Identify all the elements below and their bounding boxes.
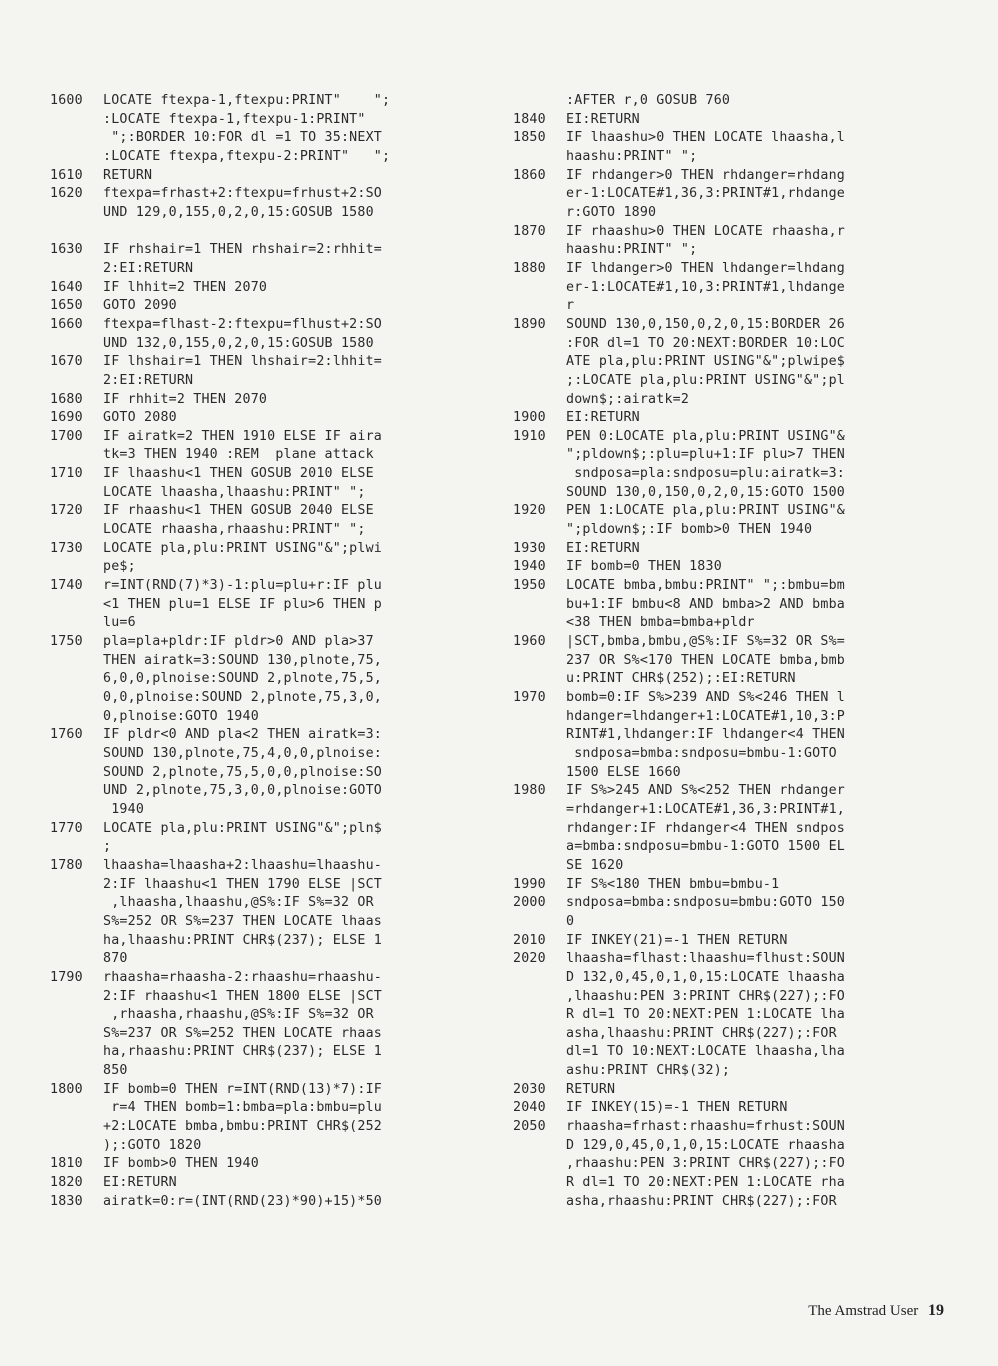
code-text: 2:EI:RETURN [103,372,194,388]
code-line [513,894,973,913]
line-number: 1850 [513,130,546,146]
code-text: rhaasha=rhaasha-2:rhaashu=rhaashu- [103,969,382,985]
line-number: 1670 [50,354,83,370]
code-text: haashu:PRINT" "; [566,242,698,258]
code-text: R dl=1 TO 20:NEXT:PEN 1:LOCATE lha [566,1007,845,1023]
code-line [50,801,495,820]
line-number: 2000 [513,895,546,911]
code-line [50,726,495,745]
line-number: 1990 [513,876,546,892]
code-text: LOCATE ftexpa-1,ftexpu:PRINT" "; [103,93,391,108]
code-text: 850 [103,1063,128,1079]
code-text: +2:LOCATE bmba,bmbu:PRINT CHR$(252 [103,1119,382,1135]
code-text: IF rhdanger>0 THEN rhdanger=rhdang [566,167,845,183]
code-text: UND 132,0,155,0,2,0,15:GOSUB 1580 [103,335,374,351]
line-number: 1900 [513,410,546,426]
line-number: 1650 [50,298,83,314]
code-line [513,521,973,540]
code-text: IF INKEY(15)=-1 THEN RETURN [566,1100,788,1116]
code-line [50,652,495,671]
code-text: r=4 THEN bomb=1:bmba=pla:bmbu=plu [103,1100,382,1116]
code-text: ,rhaasha,rhaashu,@S%:IF S%=32 OR [103,1007,374,1023]
code-text: UND 2,plnote,75,3,0,0,plnoise:GOTO [103,783,382,799]
code-line [50,297,495,316]
code-line [50,670,495,689]
code-line [50,596,495,615]
code-line [50,1155,495,1174]
code-line [50,932,495,951]
code-text: EI:RETURN [566,540,640,556]
line-number: 1870 [513,223,546,239]
code-line [513,1137,973,1156]
code-line [50,1043,495,1062]
code-text: :FOR dl=1 TO 20:NEXT:BORDER 10:LOC [566,335,845,351]
code-line [513,1118,973,1137]
line-number: 2020 [513,951,546,967]
line-number: 1740 [50,578,83,594]
code-text: rhaasha=frhast:rhaashu=frhust:SOUN [566,1119,845,1135]
code-text: IF INKEY(21)=-1 THEN RETURN [566,932,788,948]
code-line [50,409,495,428]
publication-name: The Amstrad User [808,1303,919,1319]
line-number: 2010 [513,932,546,948]
code-text: RETURN [566,1081,616,1097]
code-line [50,335,495,354]
code-text: pe$; [103,559,136,575]
code-text: 237 OR S%<170 THEN LOCATE bmba,bmb [566,652,845,668]
code-text: <38 THEN bmba=bmba+pldr [566,615,755,631]
code-text: r [566,298,575,314]
code-text: PEN 1:LOCATE pla,plu:PRINT USING"& [566,503,845,519]
code-line [50,241,495,260]
code-line [513,614,973,633]
line-number: 1760 [50,727,83,743]
code-line [513,969,973,988]
code-text: EI:RETURN [103,1175,177,1191]
code-line [50,502,495,521]
page-footer [808,1302,944,1320]
code-text: IF airatk=2 THEN 1910 ELSE IF aira [103,428,382,444]
code-text: RINT#1,lhdanger:IF lhdanger<4 THEN [566,727,845,743]
code-text: ha,lhaashu:PRINT CHR$(237); ELSE 1 [103,932,382,948]
code-line [50,484,495,503]
line-number: 1830 [50,1193,83,1209]
code-text: IF lhhit=2 THEN 2070 [103,279,268,295]
code-text: a=bmba:sndposu=bmbu-1:GOTO 1500 EL [566,839,845,855]
code-text: lhaasha=lhaasha+2:lhaashu=lhaashu- [103,857,382,873]
listing-column-left [50,92,495,1211]
line-number: 1690 [50,410,83,426]
code-text: ;:LOCATE pla,plu:PRINT USING"&";pl [566,372,845,388]
line-number: 1950 [513,578,546,594]
code-line [50,129,495,148]
code-line [50,1174,495,1193]
code-text: <1 THEN plu=1 ELSE IF plu>6 THEN p [103,596,382,612]
code-text: =rhdanger+1:LOCATE#1,36,3:PRINT#1, [566,801,845,817]
code-line [50,838,495,857]
code-line [50,428,495,447]
code-line [50,1193,495,1212]
code-line [513,223,973,242]
code-line [50,1099,495,1118]
code-text: ,lhaashu:PEN 3:PRINT CHR$(227);:FO [566,988,845,1004]
line-number: 1610 [50,167,83,183]
code-text: ATE pla,plu:PRINT USING"&";plwipe$ [566,354,845,370]
code-line [513,372,973,391]
code-text: IF rhshair=1 THEN rhshair=2:rhhit= [103,242,382,258]
code-text: sndposa=bmba:sndposu=bmbu:GOTO 150 [566,895,845,911]
code-line [50,372,495,391]
code-text: er-1:LOCATE#1,36,3:PRINT#1,rhdange [566,186,845,202]
code-line [50,1137,495,1156]
line-number: 2050 [513,1119,546,1135]
code-text: ; [103,839,112,855]
code-text: ,lhaasha,lhaashu,@S%:IF S%=32 OR [103,895,374,911]
code-text: SOUND 130,plnote,75,4,0,0,plnoise: [103,745,382,761]
code-text: r=INT(RND(7)*3)-1:plu=plu+r:IF plu [103,578,382,594]
code-text: down$;:airatk=2 [566,391,690,407]
code-text: sndposa=bmba:sndposu=bmbu-1:GOTO [566,745,837,761]
code-line [513,913,973,932]
code-line [513,1025,973,1044]
code-line [513,260,973,279]
code-line [50,1025,495,1044]
code-line [513,652,973,671]
code-line [513,297,973,316]
code-text: IF lhshair=1 THEN lhshair=2:lhhit= [103,354,382,370]
code-text: airatk=0:r=(INT(RND(23)*90)+15)*50 [103,1193,382,1209]
code-line [513,279,973,298]
code-line [513,1193,973,1212]
line-number: 1600 [50,93,83,108]
code-text: D 132,0,45,0,1,0,15:LOCATE lhaasha [566,969,845,985]
line-number: 1840 [513,111,546,127]
code-line [50,521,495,540]
code-line [50,764,495,783]
code-line [513,1081,973,1100]
code-line [513,764,973,783]
code-line [50,446,495,465]
line-number: 2040 [513,1100,546,1116]
line-number: 1860 [513,167,546,183]
code-line [513,801,973,820]
code-text: ashu:PRINT CHR$(32); [566,1063,731,1079]
code-line [513,558,973,577]
code-line [513,950,973,969]
code-text: pla=pla+pldr:IF pldr>0 AND pla>37 [103,634,374,650]
code-text: IF lhaashu>0 THEN LOCATE lhaasha,l [566,130,845,146]
code-line [513,540,973,559]
code-line [50,894,495,913]
line-number: 1770 [50,820,83,836]
code-line [50,558,495,577]
code-text: ftexpa=frhast+2:ftexpu=frhust+2:SO [103,186,382,202]
code-line [50,204,495,223]
code-line [50,92,495,111]
code-text: PEN 0:LOCATE pla,plu:PRINT USING"& [566,428,845,444]
code-text: asha,lhaashu:PRINT CHR$(227);:FOR [566,1025,837,1041]
code-text: tk=3 THEN 1940 :REM plane attack [103,447,374,463]
code-text: ,rhaashu:PEN 3:PRINT CHR$(227);:FO [566,1156,845,1172]
code-line [50,577,495,596]
code-line [513,838,973,857]
code-line [50,782,495,801]
code-line [513,241,973,260]
line-number: 1750 [50,634,83,650]
code-line [513,670,973,689]
code-text: GOTO 2080 [103,410,177,426]
line-number: 1890 [513,316,546,332]
line-number: 1980 [513,783,546,799]
code-line [50,111,495,130]
code-line [513,335,973,354]
code-text: SE 1620 [566,857,624,873]
code-text: 1940 [103,801,145,817]
code-text: S%=237 OR S%=252 THEN LOCATE rhaas [103,1025,382,1041]
code-text: IF rhhit=2 THEN 2070 [103,391,268,407]
code-text: u:PRINT CHR$(252);:EI:RETURN [566,671,796,687]
code-text: rhdanger:IF rhdanger<4 THEN sndpos [566,820,845,836]
code-line [50,1118,495,1137]
code-text: IF bomb=0 THEN r=INT(RND(13)*7):IF [103,1081,382,1097]
line-number: 1910 [513,428,546,444]
code-line [513,111,973,130]
code-line [513,465,973,484]
code-line [50,148,495,167]
code-line [513,782,973,801]
code-line [513,857,973,876]
code-text: er-1:LOCATE#1,10,3:PRINT#1,lhdange [566,279,845,295]
code-text: UND 129,0,155,0,2,0,15:GOSUB 1580 [103,204,374,220]
code-text: |SCT,bmba,bmbu,@S%:IF S%=32 OR S%= [566,634,845,650]
code-line [513,502,973,521]
code-line [513,1006,973,1025]
code-text: D 129,0,45,0,1,0,15:LOCATE rhaasha [566,1137,845,1153]
code-line [513,745,973,764]
code-line [50,185,495,204]
code-text: 6,0,0,plnoise:SOUND 2,plnote,75,5, [103,671,382,687]
code-line [50,1062,495,1081]
code-text: haashu:PRINT" "; [566,148,698,164]
code-text: 2:IF rhaashu<1 THEN 1800 ELSE |SCT [103,988,382,1004]
code-line [50,391,495,410]
code-line [50,279,495,298]
code-line [513,148,973,167]
code-text: 2:EI:RETURN [103,260,194,276]
code-text: IF bomb=0 THEN 1830 [566,559,722,575]
code-text: 1500 ELSE 1660 [566,764,681,780]
code-line [50,465,495,484]
line-number: 1710 [50,466,83,482]
code-text: SOUND 2,plnote,75,5,0,0,plnoise:SO [103,764,382,780]
code-text: IF S%>245 AND S%<252 THEN rhdanger [566,783,845,799]
code-line [513,129,973,148]
code-text: :LOCATE ftexpa-1,ftexpu-1:PRINT" [103,111,366,127]
code-line [513,1155,973,1174]
code-line [50,353,495,372]
line-number: 1680 [50,391,83,407]
code-line [50,614,495,633]
code-line [513,1099,973,1118]
code-text: IF lhaashu<1 THEN GOSUB 2010 ELSE [103,466,374,482]
code-line [513,876,973,895]
code-line [50,745,495,764]
line-number: 1620 [50,186,83,202]
code-text: EI:RETURN [566,111,640,127]
code-line [50,708,495,727]
code-text: LOCATE rhaasha,rhaashu:PRINT" "; [103,522,366,538]
code-line [513,391,973,410]
code-line [513,726,973,745]
code-text: ftexpa=flhast-2:ftexpu=flhust+2:SO [103,316,382,332]
line-number: 1730 [50,540,83,556]
line-number: 1800 [50,1081,83,1097]
code-text: asha,rhaashu:PRINT CHR$(227);:FOR [566,1193,837,1209]
code-line [513,204,973,223]
code-line [513,1043,973,1062]
code-text: LOCATE bmba,bmbu:PRINT" ";:bmbu=bm [566,578,845,594]
code-text: ";:BORDER 10:FOR dl =1 TO 35:NEXT [103,130,382,146]
code-line [50,316,495,335]
code-line [513,185,973,204]
line-number: 1920 [513,503,546,519]
code-text: IF S%<180 THEN bmbu=bmbu-1 [566,876,780,892]
line-number: 1630 [50,242,83,258]
line-number: 2030 [513,1081,546,1097]
code-line [513,428,973,447]
line-number: 1640 [50,279,83,295]
code-text: S%=252 OR S%=237 THEN LOCATE lhaas [103,913,382,929]
code-text: );:GOTO 1820 [103,1137,202,1153]
code-line [50,1081,495,1100]
code-line [50,950,495,969]
code-text: SOUND 130,0,150,0,2,0,15:GOTO 1500 [566,484,845,500]
code-text: bu+1:IF bmbu<8 AND bmba>2 AND bmba [566,596,845,612]
code-text: 870 [103,951,128,967]
code-text: IF rhaashu>0 THEN LOCATE rhaasha,r [566,223,845,239]
line-number: 1930 [513,540,546,556]
code-line [513,577,973,596]
code-line [513,409,973,428]
code-line [513,1062,973,1081]
code-line [513,820,973,839]
code-text: EI:RETURN [566,410,640,426]
code-text: sndposa=pla:sndposu=plu:airatk=3: [566,466,845,482]
code-line [50,167,495,186]
line-number: 1780 [50,857,83,873]
code-text: 0,0,plnoise:SOUND 2,plnote,75,3,0, [103,690,382,705]
code-line [50,913,495,932]
code-text: :LOCATE ftexpa,ftexpu-2:PRINT" "; [103,148,391,164]
line-number: 1940 [513,559,546,575]
code-text: R dl=1 TO 20:NEXT:PEN 1:LOCATE rha [566,1175,845,1191]
code-line [50,633,495,652]
code-line [513,689,973,708]
code-text: LOCATE pla,plu:PRINT USING"&";plwi [103,540,382,556]
code-line [513,446,973,465]
code-text: SOUND 130,0,150,0,2,0,15:BORDER 26 [566,316,845,332]
code-line [50,689,495,708]
line-number: 1820 [50,1175,83,1191]
code-line [513,596,973,615]
code-text: :AFTER r,0 GOSUB 760 [566,93,731,108]
code-text: 0,plnoise:GOTO 1940 [103,708,259,724]
code-text: 0 [566,913,575,929]
code-text: hdanger=lhdanger+1:LOCATE#1,10,3:P [566,708,845,724]
code-line [50,988,495,1007]
listing-column-right [513,92,973,1211]
code-line [513,353,973,372]
line-number: 1700 [50,428,83,444]
code-text: IF rhaashu<1 THEN GOSUB 2040 ELSE [103,503,374,519]
code-text: lhaasha=flhast:lhaashu=flhust:SOUN [566,951,845,967]
code-line [513,633,973,652]
code-line [513,988,973,1007]
code-line [50,820,495,839]
code-text: LOCATE pla,plu:PRINT USING"&";pln$ [103,820,382,836]
line-number: 1970 [513,690,546,705]
code-line [513,92,973,111]
code-line [513,708,973,727]
code-line [50,540,495,559]
code-text: IF bomb>0 THEN 1940 [103,1156,259,1172]
code-text: 2:IF lhaashu<1 THEN 1790 ELSE |SCT [103,876,382,892]
code-text: ";pldown$;:IF bomb>0 THEN 1940 [566,522,813,538]
code-text: THEN airatk=3:SOUND 130,plnote,75, [103,652,382,668]
line-number: 1960 [513,634,546,650]
code-line [513,1174,973,1193]
code-text: lu=6 [103,615,136,631]
code-line [50,1006,495,1025]
line-number: 1810 [50,1156,83,1172]
page-number: 19 [928,1302,944,1319]
code-text: LOCATE lhaasha,lhaashu:PRINT" "; [103,484,366,500]
code-line [513,932,973,951]
code-text: IF lhdanger>0 THEN lhdanger=lhdang [566,260,845,276]
code-line [50,969,495,988]
code-text: RETURN [103,167,153,183]
code-line [513,316,973,335]
code-text: dl=1 TO 10:NEXT:LOCATE lhaasha,lha [566,1044,845,1060]
code-text: IF pldr<0 AND pla<2 THEN airatk=3: [103,727,382,743]
code-text: bomb=0:IF S%>239 AND S%<246 THEN l [566,690,845,705]
line-number: 1790 [50,969,83,985]
code-text: ha,rhaashu:PRINT CHR$(237); ELSE 1 [103,1044,382,1060]
code-line [50,223,495,242]
line-number: 1660 [50,316,83,332]
code-text: GOTO 2090 [103,298,177,314]
code-line [513,484,973,503]
line-number: 1880 [513,260,546,276]
code-text: ";pldown$;:plu=plu+1:IF plu>7 THEN [566,447,845,463]
code-text: r:GOTO 1890 [566,204,657,220]
code-line [50,876,495,895]
code-line [50,857,495,876]
code-line [513,167,973,186]
line-number: 1720 [50,503,83,519]
code-line [50,260,495,279]
